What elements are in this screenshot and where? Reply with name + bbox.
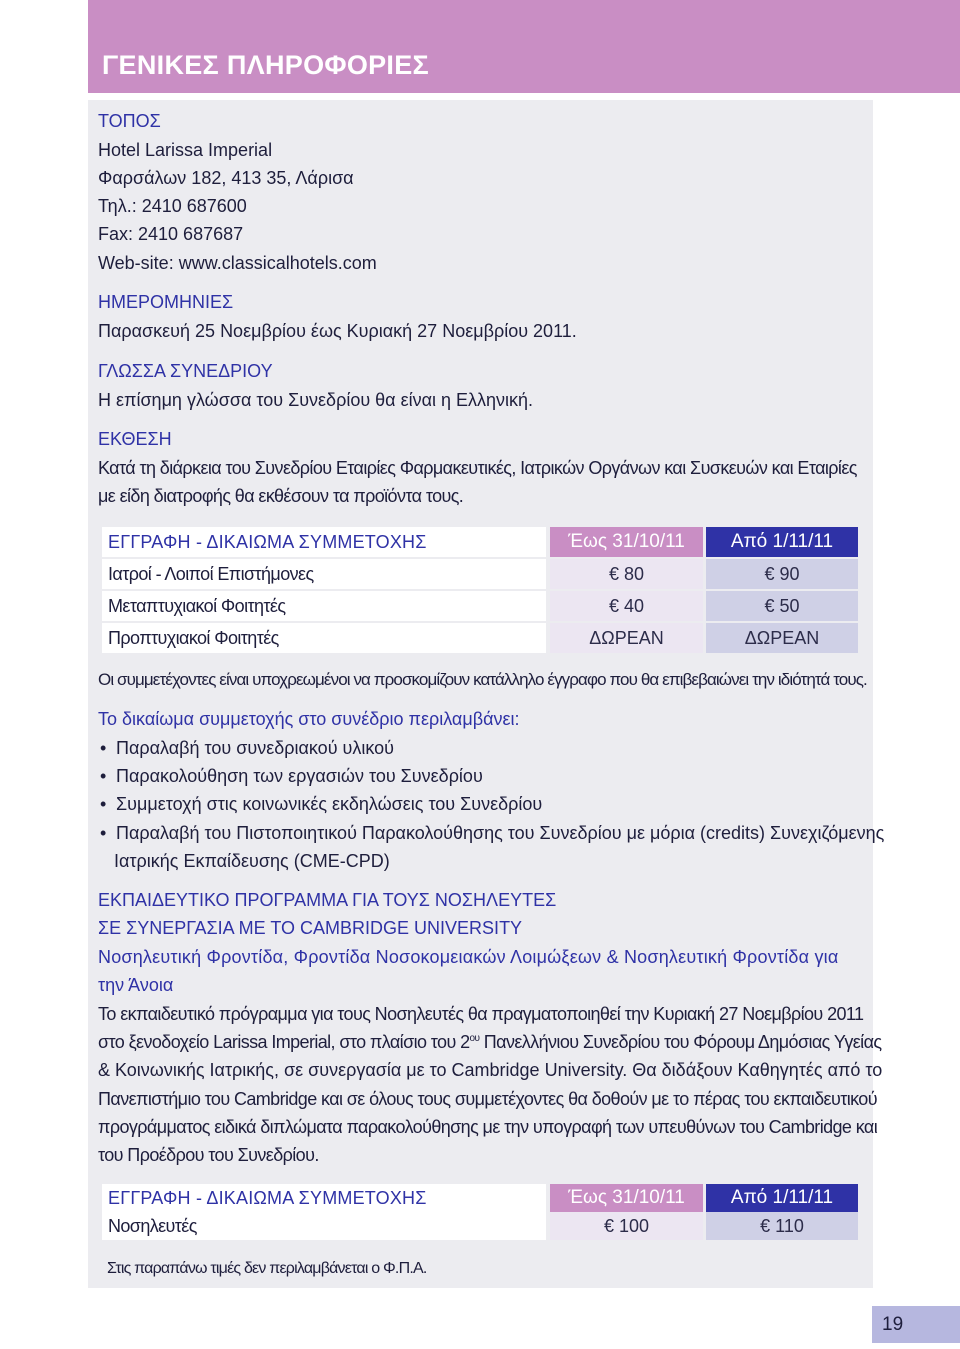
table-header-late: Από 1/11/11	[706, 527, 858, 557]
nursing-subtitle: την Άνοια	[98, 975, 174, 995]
nursing-heading: ΕΚΠΑΙΔΕΥΤΙΚΟ ΠΡΟΓΡΑΜΜΑ ΓΙΑ ΤΟΥΣ ΝΟΣΗΛΕΥΤΕΣ	[98, 890, 557, 910]
bullet-icon: •	[100, 738, 107, 758]
nursing-paragraph: του Προέδρου του Συνεδρίου.	[98, 1145, 319, 1165]
list-item	[100, 823, 884, 844]
page-number: 19	[882, 1314, 904, 1335]
list-item-text: Παραλαβή του Πιστοποιητικού Παρακολούθησης του Συνεδρίου με μόρια (credits) Συνεχιζόμενης	[116, 823, 885, 843]
nursing-heading: ΣΕ ΣΥΝΕΡΓΑΣΙΑ ΜΕ ΤΟ CAMBRIDGE UNIVERSITY	[98, 918, 523, 938]
table-header-late: Από 1/11/11	[706, 1184, 858, 1212]
row-late-fee: ΔΩΡΕΑΝ	[706, 623, 858, 653]
venue-line: Φαρσάλων 182, 413 35, Λάρισα	[98, 168, 354, 188]
page-title: ΓΕΝΙΚΕΣ ΠΛΗΡΟΦΟΡΙΕΣ	[102, 50, 430, 80]
exhibition-heading: ΕΚΘΕΣΗ	[98, 429, 172, 449]
dates-text: Παρασκευή 25 Νοεμβρίου έως Κυριακή 27 Νοεμβρίου 2011.	[98, 321, 577, 341]
venue-line: Τηλ.: 2410 687600	[98, 196, 247, 216]
row-early-fee: ΔΩΡΕΑΝ	[550, 623, 703, 653]
list-item	[100, 738, 394, 759]
language-text: Η επίσημη γλώσσα του Συνεδρίου θα είναι η Ελληνική.	[98, 390, 534, 410]
row-early-fee: € 100	[550, 1212, 703, 1240]
list-item	[100, 794, 542, 815]
nursing-paragraph: & Κοινωνικής Ιατρικής, σε συνεργασία με το Cambridge University. Θα διδάξουν Καθηγητές από το	[98, 1060, 883, 1080]
venue-line: Hotel Larissa Imperial	[98, 140, 273, 160]
nursing-subtitle: Νοσηλευτική Φροντίδα, Φροντίδα Νοσοκομειακών Λοιμώξεων & Νοσηλευτική Φροντίδα για	[98, 947, 839, 967]
venue-line: Fax: 2410 687687	[98, 224, 244, 244]
row-late-fee: € 50	[706, 591, 858, 621]
row-label: Νοσηλευτές	[102, 1212, 546, 1240]
list-item-text: Συμμετοχή στις κοινωνικές εκδηλώσεις του Συνεδρίου	[116, 794, 543, 814]
nursing-paragraph: στο ξενοδοχείο Larissa Imperial, στο πλαίσιο του $2^{o\upsilon}$ Πανελλήνιου Συνεδρίου του Φόρουμ Δημόσιας Υγείας	[98, 1032, 882, 1052]
row-label: Ιατροί - Λοιποί Επιστήμονες	[102, 559, 546, 589]
dates-heading: ΗΜΕΡΟΜΗΝΙΕΣ	[98, 292, 234, 312]
row-early-fee: € 40	[550, 591, 703, 621]
row-label: Μεταπτυχιακοί Φοιτητές	[102, 591, 546, 621]
bullet-icon: •	[100, 794, 107, 814]
vat-note: Στις παραπάνω τιμές δεν περιλαμβάνεται ο Φ.Π.Α.	[107, 1260, 427, 1277]
exhibition-text: με είδη διατροφής θα εκθέσουν τα προϊόντα τους.	[98, 486, 464, 506]
venue-heading: ΤΟΠΟΣ	[98, 111, 161, 131]
bullet-icon: •	[100, 766, 107, 786]
venue-line: Web-site: www.classicalhotels.com	[98, 253, 377, 273]
list-item-text: Παρακολούθηση των εργασιών του Συνεδρίου	[116, 766, 483, 786]
list-item-continuation: Ιατρικής Εκπαίδευσης (CME-CPD)	[114, 851, 390, 871]
table-header-early: Έως 31/10/11	[550, 527, 703, 557]
table-header-label: ΕΓΓΡΑΦΗ - ΔΙΚΑΙΩΜΑ ΣΥΜΜΕΤΟΧΗΣ	[102, 1184, 546, 1212]
language-heading: ΓΛΩΣΣΑ ΣΥΝΕΔΡΙΟΥ	[98, 361, 273, 381]
table-header-early: Έως 31/10/11	[550, 1184, 703, 1212]
students-note: Οι συμμετέχοντες είναι υποχρεωμένοι να προσκομίζουν κατάλληλο έγγραφο που θα επιβεβαιώνει την ιδιότητά τους.	[98, 670, 867, 689]
list-item	[100, 766, 483, 787]
list-item-text: Παραλαβή του συνεδριακού υλικού	[116, 738, 395, 758]
nursing-paragraph: προγράμματος ειδικά διπλώματα παρακολούθησης με την υπογραφή των υπευθύνων του Cambridge και	[98, 1117, 878, 1137]
nursing-paragraph: Πανεπιστήμιο του Cambridge και σε όλους τους συμμετέχοντες θα δοθούν με το πέρας του εκπαιδευτικού	[98, 1089, 877, 1109]
nursing-paragraph: Το εκπαιδευτικό πρόγραμμα για τους Νοσηλευτές θα πραγματοποιηθεί την Κυριακή 27 Νοεμβρίου 2011	[98, 1004, 864, 1024]
exhibition-text: Κατά τη διάρκεια του Συνεδρίου Εταιρίες Φαρμακευτικές, Ιατρικών Οργάνων και Συσκευών και Εταιρίες	[98, 458, 857, 478]
table-header-label: ΕΓΓΡΑΦΗ - ΔΙΚΑΙΩΜΑ ΣΥΜΜΕΤΟΧΗΣ	[102, 527, 546, 557]
row-late-fee: € 90	[706, 559, 858, 589]
includes-heading: Το δικαίωμα συμμετοχής στο συνέδριο περιλαμβάνει:	[98, 709, 520, 729]
bullet-icon: •	[100, 823, 107, 843]
page-number-box	[872, 1306, 960, 1343]
row-early-fee: € 80	[550, 559, 703, 589]
row-late-fee: € 110	[706, 1212, 858, 1240]
header-banner	[88, 0, 960, 93]
row-label: Προπτυχιακοί Φοιτητές	[102, 623, 546, 653]
